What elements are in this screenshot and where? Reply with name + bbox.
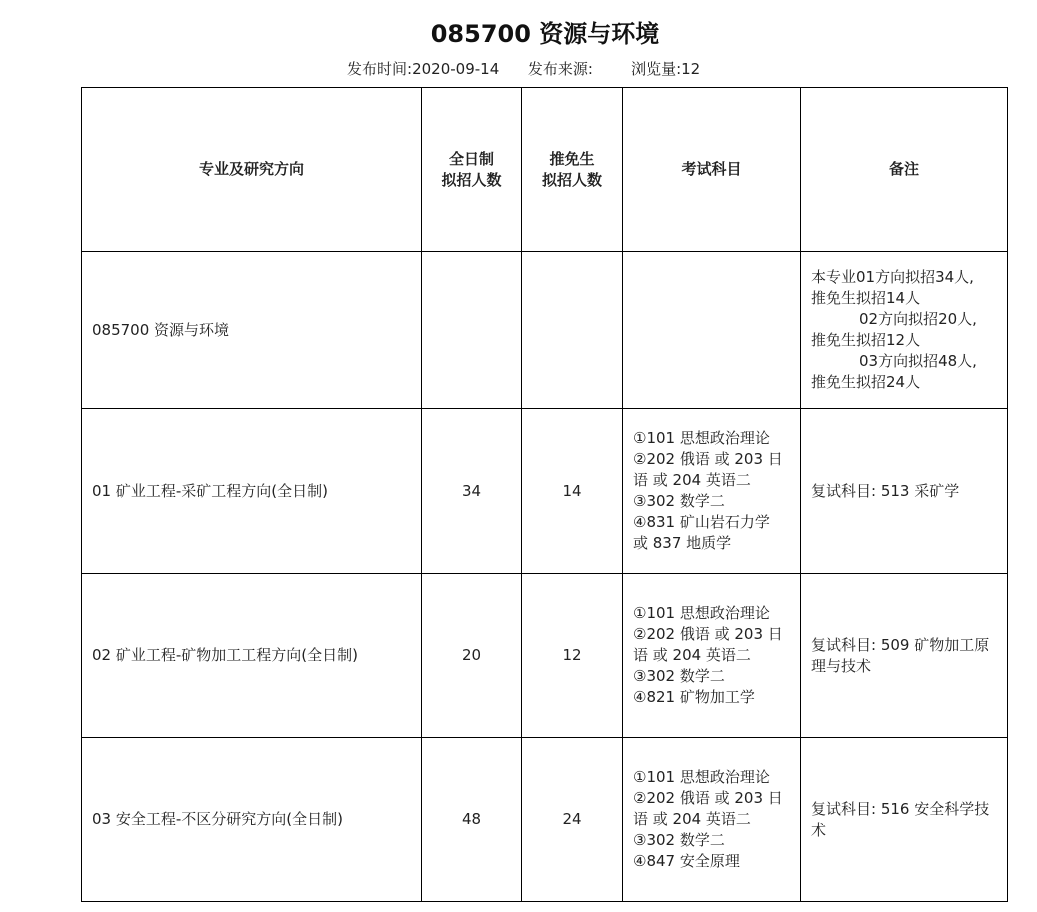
subject-line: ④831 矿山岩石力学 — [633, 513, 770, 531]
subject-line: ②202 俄语 或 203 日 — [633, 625, 783, 643]
cell-subjects — [623, 574, 801, 738]
subject-line: 语 或 204 英语二 — [633, 646, 751, 664]
note-line: 推免生拟招24人 — [811, 373, 921, 391]
header-fulltime-line2: 拟招人数 — [441, 170, 502, 189]
cell-fulltime: 34 — [422, 409, 522, 574]
cell-major: 01 矿业工程-采矿工程方向(全日制) — [82, 409, 422, 574]
subject-line: 或 837 地质学 — [633, 534, 732, 552]
table-row — [82, 574, 1008, 738]
header-fulltime-line1: 全日制 — [448, 149, 494, 168]
subject-line: ①101 思想政治理论 — [633, 768, 770, 786]
note-line: 复试科目: 513 采矿学 — [811, 481, 960, 500]
header-notes: 备注 — [801, 88, 1008, 252]
cell-subjects — [623, 409, 801, 574]
note-line: 术 — [811, 820, 827, 839]
note-line: 推免生拟招14人 — [811, 289, 921, 307]
table-header-row — [82, 88, 1008, 252]
cell-notes — [801, 409, 1008, 574]
subject-line: ①101 思想政治理论 — [633, 604, 770, 622]
subject-line: ③302 数学二 — [633, 667, 725, 685]
cell-exempt — [522, 252, 623, 409]
subject-line: ②202 俄语 或 203 日 — [633, 789, 783, 807]
note-line: 03方向拟招48人, — [859, 352, 977, 370]
enrollment-table — [81, 87, 1008, 902]
cell-subjects — [623, 738, 801, 902]
note-line: 复试科目: 516 安全科学技 — [811, 799, 990, 818]
subject-line: 语 或 204 英语二 — [633, 810, 751, 828]
page-title: 085700 资源与环境 — [430, 20, 660, 48]
cell-major: 03 安全工程-不区分研究方向(全日制) — [82, 738, 422, 902]
subject-line: ④847 安全原理 — [633, 852, 740, 870]
cell-exempt: 12 — [522, 574, 623, 738]
table-row — [82, 252, 1008, 409]
header-major: 专业及研究方向 — [82, 88, 422, 252]
cell-exempt: 24 — [522, 738, 623, 902]
subject-line: 语 或 204 英语二 — [633, 471, 751, 489]
cell-fulltime: 48 — [422, 738, 522, 902]
cell-subjects — [623, 252, 801, 409]
article-meta — [347, 58, 700, 79]
cell-major: 02 矿业工程-矿物加工工程方向(全日制) — [82, 574, 422, 738]
subject-line: ③302 数学二 — [633, 492, 725, 510]
cell-notes — [801, 252, 1008, 409]
cell-major: 085700 资源与环境 — [82, 252, 422, 409]
views-label: 浏览量: — [631, 60, 682, 78]
note-line: 理与技术 — [811, 656, 872, 675]
header-exempt-line1: 推免生 — [549, 149, 595, 168]
header-subjects: 考试科目 — [623, 88, 801, 252]
views-count: 12 — [681, 60, 701, 78]
cell-fulltime — [422, 252, 522, 409]
note-line: 本专业01方向拟招34人, — [811, 268, 974, 286]
header-exempt-line2: 拟招人数 — [541, 170, 602, 189]
subject-line: ②202 俄语 或 203 日 — [633, 450, 783, 468]
publish-time-label: 发布时间: — [347, 60, 413, 78]
table-row — [82, 409, 1008, 574]
subject-line: ③302 数学二 — [633, 831, 725, 849]
header-exempt — [522, 88, 623, 252]
cell-notes — [801, 574, 1008, 738]
cell-exempt: 14 — [522, 409, 623, 574]
cell-notes — [801, 738, 1008, 902]
cell-fulltime: 20 — [422, 574, 522, 738]
table-row — [82, 738, 1008, 902]
note-line: 复试科目: 509 矿物加工原 — [811, 635, 990, 654]
publish-time: 2020-09-14 — [412, 60, 500, 78]
subject-line: ④821 矿物加工学 — [633, 688, 755, 706]
header-fulltime — [422, 88, 522, 252]
note-line: 02方向拟招20人, — [859, 310, 977, 328]
source-label: 发布来源: — [527, 60, 593, 78]
note-line: 推免生拟招12人 — [811, 331, 921, 349]
subject-line: ①101 思想政治理论 — [633, 429, 770, 447]
